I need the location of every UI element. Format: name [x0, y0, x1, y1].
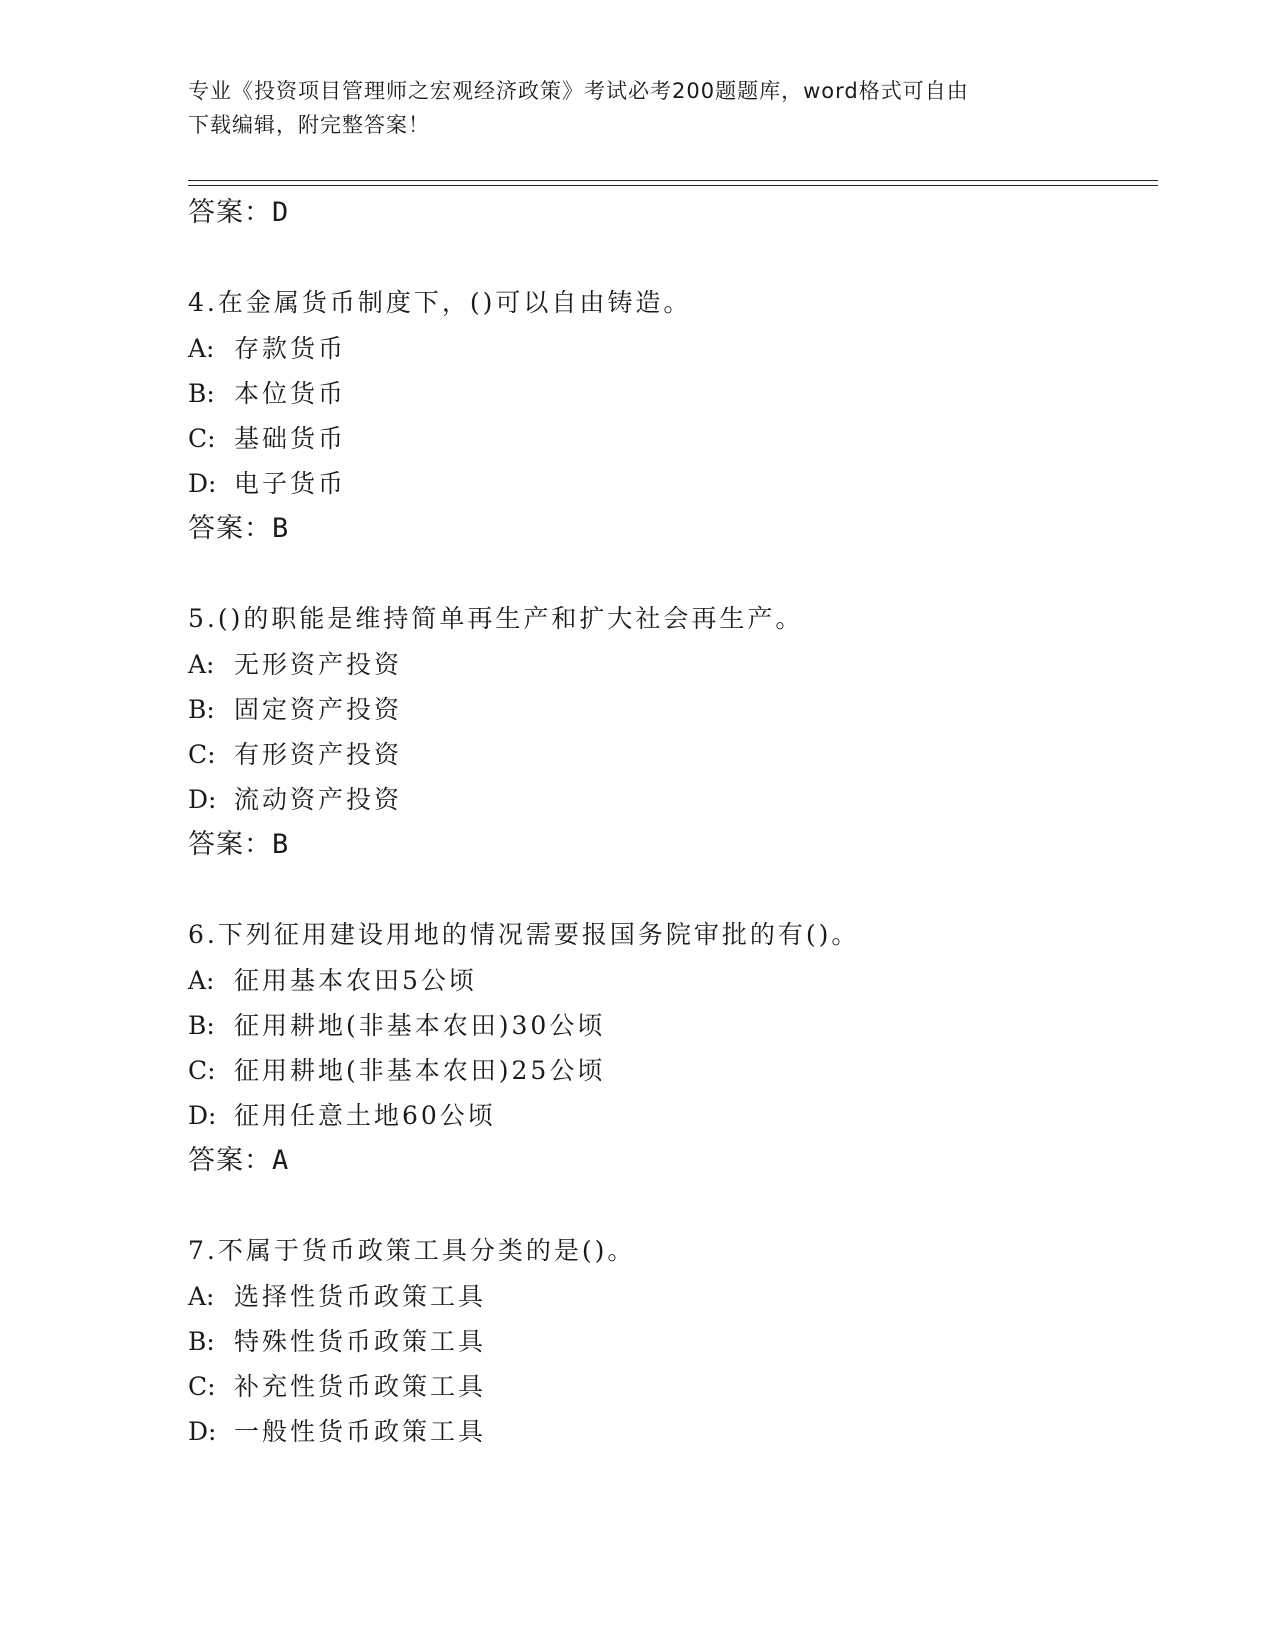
option-b — [188, 371, 1158, 416]
option-d — [188, 777, 1158, 822]
option-text: 补充性货币政策工具 — [234, 1372, 487, 1401]
option-key: C: — [188, 740, 216, 769]
option-key: A: — [188, 966, 215, 995]
option-text: 电子货币 — [234, 469, 347, 498]
option-key: B: — [188, 695, 215, 724]
option-c — [188, 416, 1158, 461]
option-key: B: — [188, 1327, 215, 1356]
answer-label: 答案： — [188, 829, 272, 860]
option-key: B: — [188, 379, 215, 408]
option-key: C: — [188, 424, 216, 453]
option-key: D: — [188, 1417, 217, 1446]
option-text: 一般性货币政策工具 — [234, 1417, 487, 1446]
option-key: C: — [188, 1372, 216, 1401]
answer-value: D — [272, 197, 290, 228]
option-key: A: — [188, 334, 215, 363]
option-key: A: — [188, 650, 215, 679]
option-d — [188, 1409, 1158, 1454]
option-text: 选择性货币政策工具 — [234, 1282, 487, 1311]
option-key: B: — [188, 1011, 215, 1040]
option-text: 征用任意土地60公顷 — [234, 1101, 496, 1130]
option-b — [188, 1003, 1158, 1048]
option-b — [188, 1319, 1158, 1364]
option-a — [188, 642, 1158, 687]
option-d — [188, 461, 1158, 506]
option-key: D: — [188, 1101, 217, 1130]
option-text: 基础货币 — [234, 424, 347, 453]
option-text: 征用耕地(非基本农田)30公顷 — [234, 1011, 606, 1040]
option-key: D: — [188, 785, 217, 814]
option-key: D: — [188, 469, 217, 498]
answer-line — [188, 822, 1158, 868]
option-c — [188, 1048, 1158, 1093]
answer-value: B — [272, 829, 290, 860]
question-text: 6.下列征用建设用地的情况需要报国务院审批的有()。 — [188, 920, 860, 949]
answer-label: 答案： — [188, 197, 272, 228]
option-d — [188, 1093, 1158, 1138]
option-text: 征用耕地(非基本农田)25公顷 — [234, 1056, 606, 1085]
header-divider-top — [188, 180, 1158, 181]
option-text: 特殊性货币政策工具 — [234, 1327, 487, 1356]
option-a — [188, 1274, 1158, 1319]
question-4 — [188, 280, 1158, 552]
option-b — [188, 687, 1158, 732]
question-text: 4.在金属货币制度下，()可以自由铸造。 — [188, 288, 692, 317]
answer-value: B — [272, 513, 290, 544]
answer-line — [188, 506, 1158, 552]
question-7 — [188, 1228, 1158, 1454]
page-header — [188, 74, 1088, 142]
question-6 — [188, 912, 1158, 1184]
answer-line — [188, 190, 1158, 236]
option-text: 流动资产投资 — [234, 785, 403, 814]
option-text: 无形资产投资 — [234, 650, 403, 679]
answer-label: 答案： — [188, 1145, 272, 1176]
question-text: 5.()的职能是维持简单再生产和扩大社会再生产。 — [188, 604, 804, 633]
option-c — [188, 1364, 1158, 1409]
header-divider-bottom — [188, 185, 1158, 186]
option-text: 存款货币 — [234, 334, 347, 363]
option-text: 有形资产投资 — [234, 740, 403, 769]
answer-value: A — [272, 1145, 290, 1176]
option-key: A: — [188, 1282, 215, 1311]
option-c — [188, 732, 1158, 777]
question-list — [188, 190, 1158, 1454]
question-text: 7.不属于货币政策工具分类的是()。 — [188, 1236, 636, 1265]
header-line-2: 下载编辑，附完整答案！ — [188, 113, 430, 137]
option-text: 征用基本农田5公顷 — [234, 966, 477, 995]
question-5 — [188, 596, 1158, 868]
header-line-1: 专业《投资项目管理师之宏观经济政策》考试必考200题题库，word格式可自由 — [188, 79, 969, 103]
answer-label: 答案： — [188, 513, 272, 544]
answer-line — [188, 1138, 1158, 1184]
option-text: 本位货币 — [234, 379, 347, 408]
option-a — [188, 958, 1158, 1003]
option-a — [188, 326, 1158, 371]
option-key: C: — [188, 1056, 216, 1085]
option-text: 固定资产投资 — [234, 695, 403, 724]
